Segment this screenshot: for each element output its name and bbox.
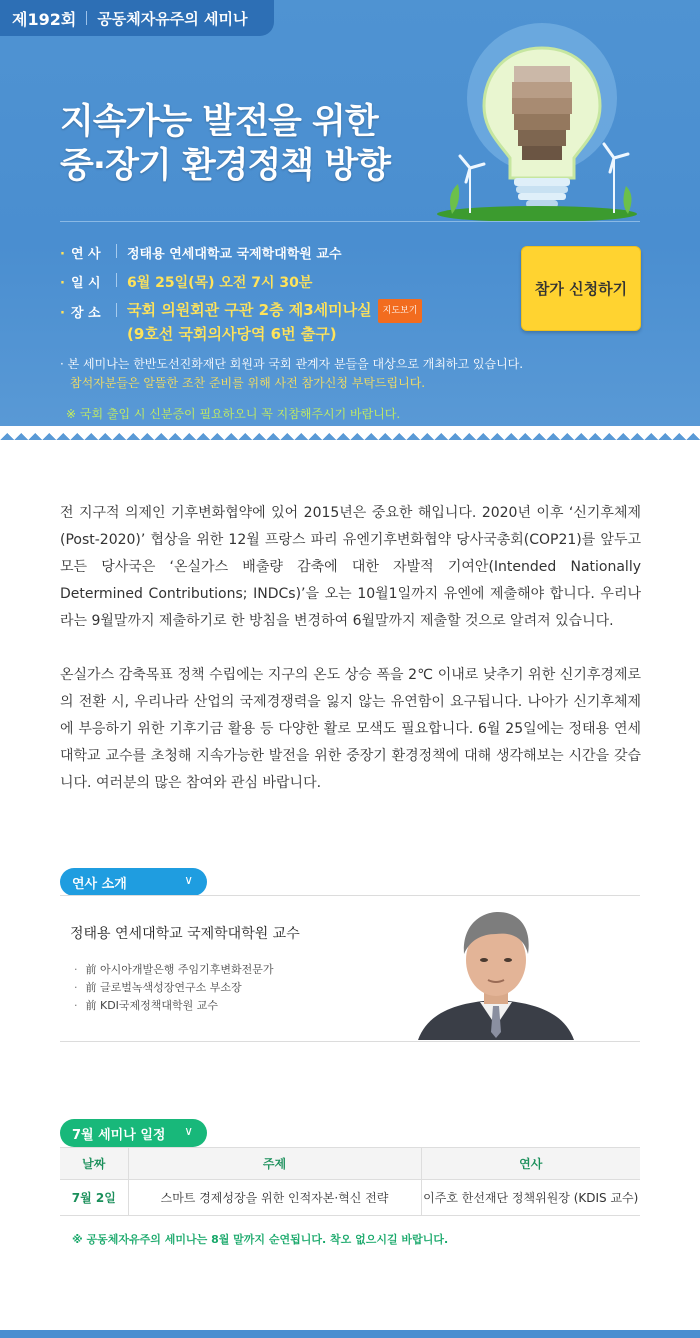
schedule-note: ※ 공동체자유주의 세미나는 8월 말까지 순연됩니다. 착오 없으시길 바랍니다. — [72, 1233, 449, 1246]
schedule-tab-label: 7월 세미나 일정 — [72, 1127, 166, 1143]
row-speaker: 이주호 한선재단 정책위원장 (KDIS 교수) — [421, 1180, 640, 1216]
intro-paragraph-1: 전 지구적 의제인 기후변화협약에 있어 2015년은 중요한 해입니다. 2020년 이후 ‘신기후체제 (Post-2020)’ 협상을 위한 12월 프랑스 파리 유엔기후변화협약 당사국총회(COP21)를 앞두고 모든 당사국은 ‘온실가스 배출량 감축에 대한 자발적 기여안(Intended Nationally Determined Contributions; INDCs)’을 오는 10월1일까지 유엔에 제출해야 합니다. 우리나라는 9월말까지 제출하기로 한 방침을 변경하여 6월말까지 제출할 것으로 알려져 있습니다. — [60, 505, 641, 629]
note-white: · 본 세미나는 한반도선진화재단 회원과 국회 관계자 분들을 대상으로 개최하고 있습니다. — [60, 357, 524, 371]
speaker-label: 연 사 — [70, 247, 101, 262]
page-title — [60, 100, 390, 188]
chevron-down-icon: ∨ — [184, 873, 193, 887]
venue-line-2: (9호선 국회의사당역 6번 출구) — [127, 325, 337, 343]
apply-button[interactable]: 참가 신청하기 — [521, 246, 641, 331]
badge-number: 제192회 — [12, 9, 77, 29]
date-label: 일 시 — [70, 276, 101, 291]
badge-divider — [86, 11, 87, 25]
date-value: 6월 25일(목) 오전 7시 30분 — [127, 275, 313, 291]
intro-paragraph-2: 온실가스 감축목표 정책 수립에는 지구의 온도 상승 폭을 2℃ 이내로 낮추기 위한 신기후경제로의 전환 시, 우리나라 산업의 국제경쟁력을 잃지 않는 유연함이 요구됩니다. 나아가 신기후체제에 부응하기 위한 기후기금 활용 등 다양한 활로 모색도 필요합니다. 6월 25일에는 정태용 연세대학교 교수를 초청해 지속가능한 발전을 위한 중장기 환경정책에 대해 생각해보는 시간을 갖습니다. 여러분의 많은 참여와 관심 바랍니다. — [60, 667, 641, 791]
venue-value — [127, 299, 422, 345]
title-line-1: 지속가능 발전을 위한 — [60, 102, 378, 142]
venue-line-1: 국회 의원회관 구관 2층 제3세미나실 — [127, 301, 372, 319]
list-item: · 前 아시아개발은행 주임기후변화전문가 — [74, 961, 274, 979]
title-line-2: 중·장기 환경정책 방향 — [60, 146, 390, 186]
speaker-tab-label: 연사 소개 — [72, 876, 127, 892]
speaker-section-tab[interactable] — [60, 868, 207, 896]
venue-label: 장 소 — [70, 306, 101, 321]
venue-row: · 장 소 국회 의원회관 구관 2층 제3세미나실 지도보기 (9호선 국회의사당역 6번 출구) — [60, 302, 530, 345]
speaker-bottom-divider — [60, 1041, 640, 1042]
schedule-section-tab[interactable] — [60, 1119, 207, 1147]
table-header-row — [60, 1148, 640, 1180]
header-speaker: 연사 — [421, 1148, 640, 1180]
seminar-badge — [0, 0, 274, 36]
seminar-header — [0, 0, 700, 440]
row-topic: 스마트 경제성장을 위한 인적자본·혁신 전략 — [128, 1180, 421, 1216]
footer-bar — [0, 1330, 700, 1338]
speaker-row: · 연 사 정태용 연세대학교 국제학대학원 교수 — [60, 243, 530, 262]
header-divider — [60, 221, 640, 222]
list-item: · 前 글로벌녹색성장연구소 부소장 — [74, 979, 274, 997]
row-date: 7월 2일 — [60, 1180, 128, 1216]
list-item: · 前 KDI국제정책대학원 교수 — [74, 997, 274, 1015]
speaker-career-list — [74, 961, 274, 1015]
event-info — [60, 243, 530, 422]
note-yellow: 참석자분들은 알뜰한 조찬 준비를 위해 사전 참가신청 부탁드립니다. — [70, 376, 426, 390]
speaker-value: 정태용 연세대학교 국제학대학원 교수 — [127, 247, 342, 262]
date-row: · 일 시 6월 25일(목) 오전 7시 30분 — [60, 272, 530, 292]
table-row — [60, 1180, 640, 1216]
speaker-name: 정태용 연세대학교 국제학대학원 교수 — [70, 926, 300, 942]
speaker-top-divider — [60, 895, 640, 896]
header-topic: 주제 — [128, 1148, 421, 1180]
header-date: 날짜 — [60, 1148, 128, 1180]
map-button[interactable]: 지도보기 — [378, 299, 423, 323]
schedule-table — [60, 1147, 640, 1216]
intro-text — [60, 500, 641, 824]
id-note: ※ 국회 출입 시 신분증이 필요하오니 꼭 지참해주시기 바랍니다. — [66, 407, 401, 421]
lightbulb-icon — [432, 18, 642, 223]
badge-series: 공동체자유주의 세미나 — [97, 9, 248, 28]
speaker-photo — [408, 902, 584, 1040]
chevron-down-icon: ∨ — [184, 1124, 193, 1138]
attendance-note — [60, 355, 530, 393]
